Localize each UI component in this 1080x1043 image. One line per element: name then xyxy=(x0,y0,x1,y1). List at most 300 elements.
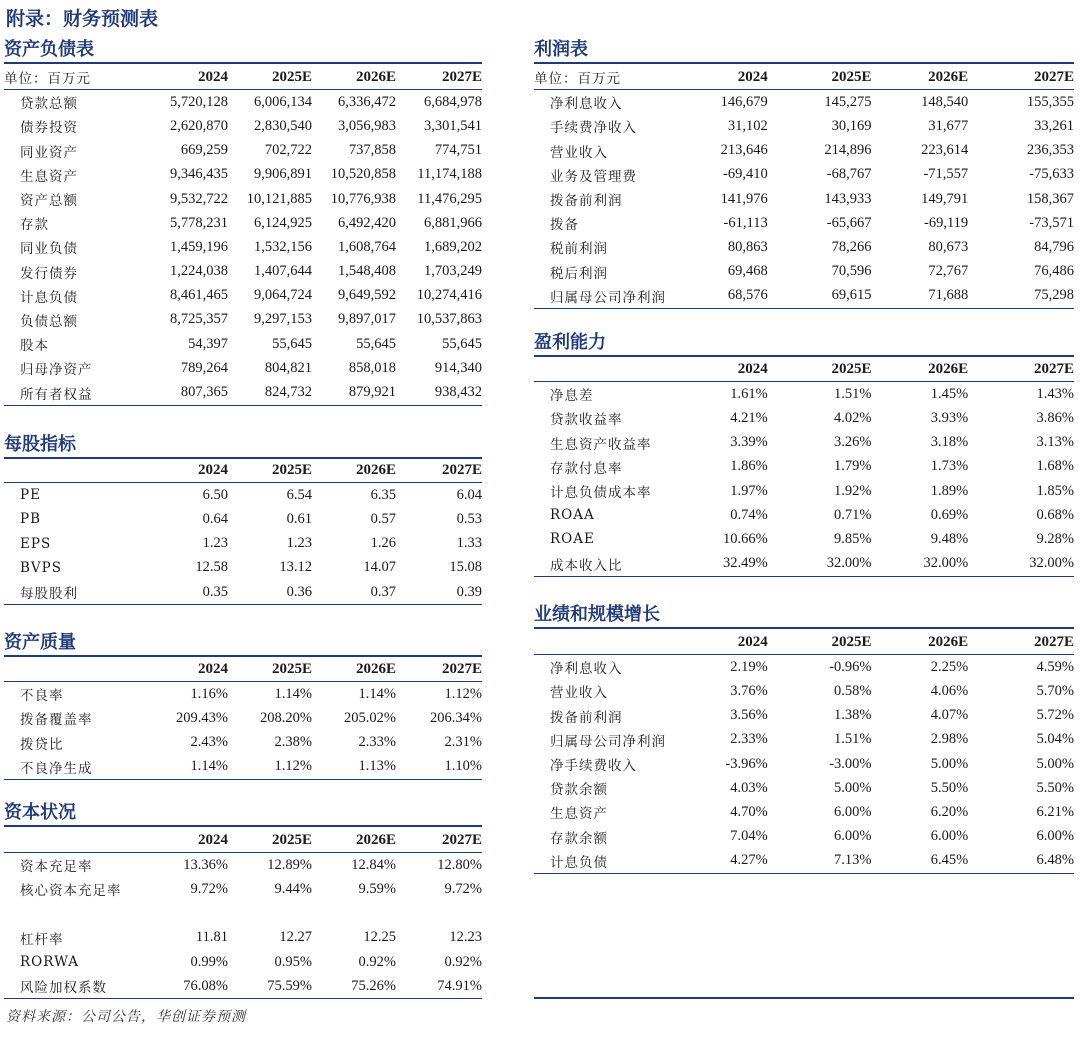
table-row xyxy=(534,825,1074,849)
per-share-title: 每股指标 xyxy=(4,433,482,459)
cell-value: 3.93% xyxy=(930,409,969,426)
cell-value: 10,537,863 xyxy=(416,311,482,328)
cell-value: 9,532,722 xyxy=(170,190,228,207)
growth-title: 业绩和规模增长 xyxy=(534,603,1074,629)
row-label: 计息负债成本率 xyxy=(550,485,652,502)
cell-value: 78,266 xyxy=(831,238,872,255)
cell-value: 0.71% xyxy=(834,506,872,523)
cell-value: 9,897,017 xyxy=(338,311,396,328)
cell-value: 4.59% xyxy=(1036,658,1074,675)
cell-value: 1.23 xyxy=(202,535,228,552)
cell-value: 2.38% xyxy=(274,734,312,751)
cell-value: 9.48% xyxy=(930,530,969,547)
cell-value: 31,677 xyxy=(928,117,969,134)
cell-value: 1.14% xyxy=(358,685,396,702)
cell-value: 3,301,541 xyxy=(424,117,482,134)
cell-value: 1,407,644 xyxy=(254,263,312,280)
cell-value: 33,261 xyxy=(1034,117,1074,134)
year-header: 2024 xyxy=(144,65,228,90)
cell-value: 5,720,128 xyxy=(170,93,228,110)
cell-value: 236,353 xyxy=(1026,142,1074,159)
table-row xyxy=(4,902,482,926)
cell-value: 0.92% xyxy=(358,953,396,970)
row-label: 净利息收入 xyxy=(550,96,623,113)
row-label: 归属母公司净利润 xyxy=(550,733,666,750)
table-header-row xyxy=(4,828,482,853)
row-label: 生息资产收益率 xyxy=(550,436,652,453)
table-header-row xyxy=(534,630,1074,655)
table-row xyxy=(534,728,1074,752)
cell-value: 0.69% xyxy=(930,506,969,523)
cell-value: 6,006,134 xyxy=(254,93,312,110)
cell-value: 84,796 xyxy=(1034,238,1074,255)
cell-value: 70,596 xyxy=(831,263,872,280)
cell-value: -69,410 xyxy=(723,166,768,183)
cell-value: 1.26 xyxy=(370,535,396,552)
cell-value: 824,732 xyxy=(228,380,312,405)
cell-value: 141,976 xyxy=(720,190,768,207)
row-label: 贷款余额 xyxy=(550,782,608,799)
cell-value: 4.07% xyxy=(930,707,969,724)
growth-table xyxy=(534,630,1074,874)
cell-value: 737,858 xyxy=(348,142,396,159)
table-row xyxy=(534,503,1074,527)
cell-value: 0.74% xyxy=(730,506,768,523)
cell-value: 209.43% xyxy=(176,709,228,726)
table-row xyxy=(4,556,482,580)
cell-value: 1,548,408 xyxy=(338,263,396,280)
cell-value: 1.73% xyxy=(930,458,969,475)
cell-value: 9,906,891 xyxy=(254,166,312,183)
cell-value: 9.85% xyxy=(834,530,872,547)
cell-value: 12.89% xyxy=(267,856,312,873)
table-row xyxy=(534,800,1074,824)
cell-value: 4.21% xyxy=(730,409,768,426)
cell-value: -61,113 xyxy=(723,214,768,231)
table-row xyxy=(534,679,1074,703)
row-label: 拨备覆盖率 xyxy=(20,712,93,729)
row-label: 股本 xyxy=(20,338,49,355)
cell-value: 1.79% xyxy=(834,458,872,475)
cell-value: 1.10% xyxy=(396,755,482,780)
cell-value: 1.92% xyxy=(834,482,872,499)
balance-sheet-table xyxy=(4,65,482,406)
cell-value: 208.20% xyxy=(260,709,312,726)
row-label: 同业资产 xyxy=(20,144,78,161)
cell-value: 10,520,858 xyxy=(330,166,396,183)
cell-value: 158,367 xyxy=(1026,190,1074,207)
row-label: 同业负债 xyxy=(20,241,78,258)
cell-value: 0.35 xyxy=(144,580,228,605)
page-title: 附录：财务预测表 xyxy=(6,8,159,30)
table-row xyxy=(4,284,482,308)
cell-value: 1.38% xyxy=(834,707,872,724)
cell-value: 5.50% xyxy=(1036,779,1074,796)
cell-value: 5.00% xyxy=(1036,755,1074,772)
cell-value: 2.33% xyxy=(730,731,768,748)
cell-value: 6.00% xyxy=(1036,828,1074,845)
cell-value: -75,633 xyxy=(1029,166,1074,183)
unit-label xyxy=(534,630,695,655)
table-row xyxy=(534,455,1074,479)
table-row xyxy=(4,926,482,950)
cell-value: 0.37 xyxy=(312,580,396,605)
cell-value: 4.03% xyxy=(730,779,768,796)
cell-value: 69,615 xyxy=(768,284,872,309)
cell-value: 76.08% xyxy=(144,974,228,999)
cell-value: 2,620,870 xyxy=(170,117,228,134)
row-label: PB xyxy=(20,511,42,528)
cell-value: 69,468 xyxy=(727,263,768,280)
table-row xyxy=(4,580,482,605)
cell-value: 3.26% xyxy=(834,434,872,451)
year-header: 2027E xyxy=(396,657,482,682)
year-header: 2024 xyxy=(144,458,228,483)
table-row xyxy=(4,260,482,284)
cell-value: -65,667 xyxy=(826,214,872,231)
year-header: 2025E xyxy=(228,458,312,483)
cell-value: 15.08 xyxy=(449,559,482,576)
cell-value: 0.39 xyxy=(396,580,482,605)
row-label: ROAE xyxy=(550,531,595,548)
cell-value: 68,576 xyxy=(695,284,768,309)
table-row xyxy=(4,755,482,780)
cell-value: 6.21% xyxy=(1036,803,1074,820)
cell-value: 206.34% xyxy=(430,709,482,726)
year-header: 2027E xyxy=(968,630,1074,655)
row-label: 生息资产 xyxy=(550,806,608,823)
cell-value: 74.91% xyxy=(396,974,482,999)
cell-value: 9.59% xyxy=(358,880,396,897)
table-row xyxy=(534,139,1074,163)
table-row xyxy=(4,483,482,508)
cell-value: 32.00% xyxy=(768,552,872,577)
cell-value: 6.48% xyxy=(968,849,1074,874)
cell-value: 0.36 xyxy=(228,580,312,605)
table-header-row xyxy=(4,657,482,682)
cell-value: 3.86% xyxy=(1036,409,1074,426)
year-header: 2027E xyxy=(396,65,482,90)
income-table xyxy=(534,65,1074,309)
year-header: 2026E xyxy=(312,458,396,483)
cell-value: 6.54 xyxy=(286,486,312,503)
table-row xyxy=(4,877,482,901)
cell-value: 1.33 xyxy=(456,535,482,552)
row-label: 业务及管理费 xyxy=(550,168,637,185)
cell-value: 1,608,764 xyxy=(338,238,396,255)
table-header-row xyxy=(4,458,482,483)
year-header: 2025E xyxy=(768,630,872,655)
table-row xyxy=(534,187,1074,211)
capital-title: 资本状况 xyxy=(4,801,482,827)
table-row xyxy=(4,332,482,356)
cell-value: 6,336,472 xyxy=(338,93,396,110)
profitability-title: 盈利能力 xyxy=(534,331,1074,357)
cell-value: 148,540 xyxy=(921,93,969,110)
cell-value: 155,355 xyxy=(1026,93,1074,110)
cell-value: 11,476,295 xyxy=(417,190,482,207)
cell-value: 55,645 xyxy=(442,335,482,352)
cell-value: 6,124,925 xyxy=(254,214,312,231)
cell-value: 3.18% xyxy=(930,434,969,451)
table-row xyxy=(4,706,482,730)
cell-value: 75.59% xyxy=(228,974,312,999)
row-label: 贷款收益率 xyxy=(550,412,623,429)
cell-value: 80,673 xyxy=(928,238,969,255)
row-label: 计息负债 xyxy=(534,849,695,874)
cell-value: 32.00% xyxy=(871,552,968,577)
cell-value: 0.99% xyxy=(190,953,228,970)
cell-value: 1.12% xyxy=(444,685,482,702)
cell-value: 71,688 xyxy=(871,284,968,309)
cell-value: 6.50 xyxy=(202,486,228,503)
year-header: 2025E xyxy=(228,828,312,853)
year-header: 2024 xyxy=(695,357,768,382)
cell-value: 145,275 xyxy=(824,93,872,110)
table-row xyxy=(4,114,482,138)
table-row xyxy=(4,139,482,163)
cell-value: 914,340 xyxy=(434,359,482,376)
row-label: 拨备 xyxy=(550,217,579,234)
left-column xyxy=(4,0,482,1000)
cell-value: 3.39% xyxy=(730,434,768,451)
cell-value: 702,722 xyxy=(264,142,312,159)
source-note: 资料来源：公司公告，华创证券预测 xyxy=(6,1009,246,1025)
cell-value: 5.00% xyxy=(834,779,872,796)
year-header: 2027E xyxy=(968,65,1074,90)
cell-value: 30,169 xyxy=(831,117,872,134)
row-label: 税前利润 xyxy=(550,241,608,258)
unit-label xyxy=(4,828,144,853)
table-row xyxy=(4,211,482,235)
cell-value: 1.89% xyxy=(930,482,969,499)
cell-value: 32.49% xyxy=(695,552,768,577)
cell-value xyxy=(312,902,396,926)
cell-value: 0.53 xyxy=(456,510,482,527)
cell-value: 7.13% xyxy=(768,849,872,874)
table-row xyxy=(534,284,1074,309)
cell-value: -69,119 xyxy=(924,214,969,231)
cell-value: 10,121,885 xyxy=(246,190,312,207)
income-title: 利润表 xyxy=(534,38,1074,64)
row-label xyxy=(4,902,144,926)
row-label: RORWA xyxy=(20,954,80,971)
cell-value: 6.45% xyxy=(871,849,968,874)
cell-value: 55,645 xyxy=(272,335,312,352)
table-row xyxy=(534,479,1074,503)
cell-value xyxy=(396,902,482,926)
cell-value: 6,684,978 xyxy=(424,93,482,110)
row-label: 不良率 xyxy=(20,688,64,705)
year-header: 2025E xyxy=(228,657,312,682)
cell-value: 1,459,196 xyxy=(170,238,228,255)
cell-value: 10,776,938 xyxy=(330,190,396,207)
row-label: 杠杆率 xyxy=(20,931,64,948)
cell-value xyxy=(228,902,312,926)
cell-value: 1.61% xyxy=(730,385,768,402)
cell-value: 1.51% xyxy=(834,385,872,402)
row-label: 净手续费收入 xyxy=(550,758,637,775)
cell-value: 3,056,983 xyxy=(338,117,396,134)
row-label: 生息资产 xyxy=(20,168,78,185)
cell-value: 12.58 xyxy=(195,559,228,576)
row-label: 拨备前利润 xyxy=(550,193,623,210)
table-row xyxy=(4,853,482,878)
cell-value: 774,751 xyxy=(434,142,482,159)
cell-value: 1,224,038 xyxy=(170,263,228,280)
table-row xyxy=(534,382,1074,407)
row-label: 不良净生成 xyxy=(4,755,144,780)
cell-value: 9.72% xyxy=(190,880,228,897)
cell-value: 6.00% xyxy=(930,828,969,845)
cell-value: 72,767 xyxy=(928,263,969,280)
cell-value: 6,881,966 xyxy=(424,214,482,231)
cell-value xyxy=(144,902,228,926)
cell-value: 214,896 xyxy=(824,142,872,159)
row-label: 拨贷比 xyxy=(20,736,64,753)
cell-value: 4.06% xyxy=(930,682,969,699)
asset-quality-table xyxy=(4,657,482,780)
cell-value: 669,259 xyxy=(180,142,228,159)
row-label: 净息差 xyxy=(550,388,594,405)
cell-value: 2.31% xyxy=(444,734,482,751)
cell-value: 3.76% xyxy=(730,682,768,699)
table-header-row xyxy=(534,357,1074,382)
table-row xyxy=(534,752,1074,776)
table-row xyxy=(534,431,1074,455)
table-row xyxy=(534,655,1074,680)
row-label: 归母净资产 xyxy=(20,362,93,379)
table-row xyxy=(534,406,1074,430)
row-label: 手续费净收入 xyxy=(550,120,637,137)
year-header: 2024 xyxy=(144,657,228,682)
cell-value: 0.68% xyxy=(1036,506,1074,523)
cell-value: 146,679 xyxy=(720,93,768,110)
year-header: 2027E xyxy=(396,458,482,483)
unit-label: 单位：百万元 xyxy=(4,65,144,90)
right-column xyxy=(534,0,1074,1000)
cell-value: 149,791 xyxy=(921,190,969,207)
table-header-row xyxy=(534,65,1074,90)
cell-value: 6.35 xyxy=(370,486,396,503)
cell-value: 12.25 xyxy=(363,929,396,946)
cell-value: 9.28% xyxy=(1036,530,1074,547)
cell-value: 1.97% xyxy=(730,482,768,499)
row-label: 成本收入比 xyxy=(534,552,695,577)
cell-value: 55,645 xyxy=(356,335,396,352)
asset-quality-title: 资产质量 xyxy=(4,631,482,657)
unit-label: 单位：百万元 xyxy=(534,65,695,90)
row-label: 所有者权益 xyxy=(4,380,144,405)
cell-value: 2.33% xyxy=(358,734,396,751)
row-label: BVPS xyxy=(20,559,63,576)
cell-value: 1.85% xyxy=(1036,482,1074,499)
cell-value: 7.04% xyxy=(730,828,768,845)
right-column-bottom-rule xyxy=(534,997,1074,999)
cell-value: 0.95% xyxy=(274,953,312,970)
cell-value: 5.50% xyxy=(930,779,969,796)
cell-value: 6.00% xyxy=(834,828,872,845)
cell-value: 1.12% xyxy=(228,755,312,780)
row-label: 计息负债 xyxy=(20,289,78,306)
cell-value: -3.96% xyxy=(725,755,768,772)
table-row xyxy=(4,380,482,405)
capital-table xyxy=(4,828,482,999)
cell-value: 10.66% xyxy=(723,530,768,547)
cell-value: 2.43% xyxy=(190,734,228,751)
year-header: 2026E xyxy=(871,357,968,382)
cell-value: 1.16% xyxy=(190,685,228,702)
table-row xyxy=(534,90,1074,115)
cell-value: 12.27 xyxy=(279,929,312,946)
cell-value: 31,102 xyxy=(727,117,768,134)
row-label: 拨备前利润 xyxy=(550,709,623,726)
row-label: 营业收入 xyxy=(550,144,608,161)
per-share-table xyxy=(4,458,482,605)
year-header: 2026E xyxy=(871,630,968,655)
cell-value: 2.25% xyxy=(930,658,969,675)
table-row xyxy=(4,163,482,187)
cell-value: 76,486 xyxy=(1034,263,1074,280)
cell-value: 804,821 xyxy=(264,359,312,376)
table-row xyxy=(4,235,482,259)
row-label: 存款付息率 xyxy=(550,460,623,477)
cell-value: 32.00% xyxy=(968,552,1074,577)
cell-value: -68,767 xyxy=(826,166,872,183)
table-row xyxy=(534,163,1074,187)
cell-value: 0.58% xyxy=(834,682,872,699)
cell-value: 0.92% xyxy=(444,953,482,970)
cell-value: 879,921 xyxy=(312,380,396,405)
row-label: 资本充足率 xyxy=(20,859,93,876)
row-label: 资产总额 xyxy=(20,193,78,210)
cell-value: 807,365 xyxy=(144,380,228,405)
cell-value: 1.43% xyxy=(1036,385,1074,402)
cell-value: 75.26% xyxy=(312,974,396,999)
cell-value: 5,778,231 xyxy=(170,214,228,231)
row-label: PE xyxy=(20,487,41,504)
cell-value: 12.23 xyxy=(449,929,482,946)
row-label: 存款余额 xyxy=(550,830,608,847)
table-row xyxy=(534,776,1074,800)
cell-value: 1.14% xyxy=(274,685,312,702)
table-row xyxy=(4,308,482,332)
table-row xyxy=(534,552,1074,577)
table-row xyxy=(534,235,1074,259)
cell-value: 12.84% xyxy=(351,856,396,873)
cell-value: 6.20% xyxy=(930,803,969,820)
table-row xyxy=(534,527,1074,551)
year-header: 2027E xyxy=(396,828,482,853)
cell-value: 80,863 xyxy=(727,238,768,255)
year-header: 2024 xyxy=(144,828,228,853)
cell-value: 6.00% xyxy=(834,803,872,820)
cell-value: -3.00% xyxy=(829,755,872,772)
cell-value: 3.13% xyxy=(1036,434,1074,451)
cell-value: 2.19% xyxy=(730,658,768,675)
table-row xyxy=(534,260,1074,284)
year-header: 2024 xyxy=(695,65,768,90)
cell-value: -71,557 xyxy=(923,166,969,183)
cell-value: 11.81 xyxy=(195,929,228,946)
cell-value: 0.64 xyxy=(202,510,228,527)
cell-value: 2.98% xyxy=(930,731,969,748)
cell-value: 4.02% xyxy=(834,409,872,426)
cell-value: 6,492,420 xyxy=(338,214,396,231)
row-label: 存款 xyxy=(20,217,49,234)
cell-value: 1.68% xyxy=(1036,458,1074,475)
balance-sheet-title: 资产负债表 xyxy=(4,38,482,64)
